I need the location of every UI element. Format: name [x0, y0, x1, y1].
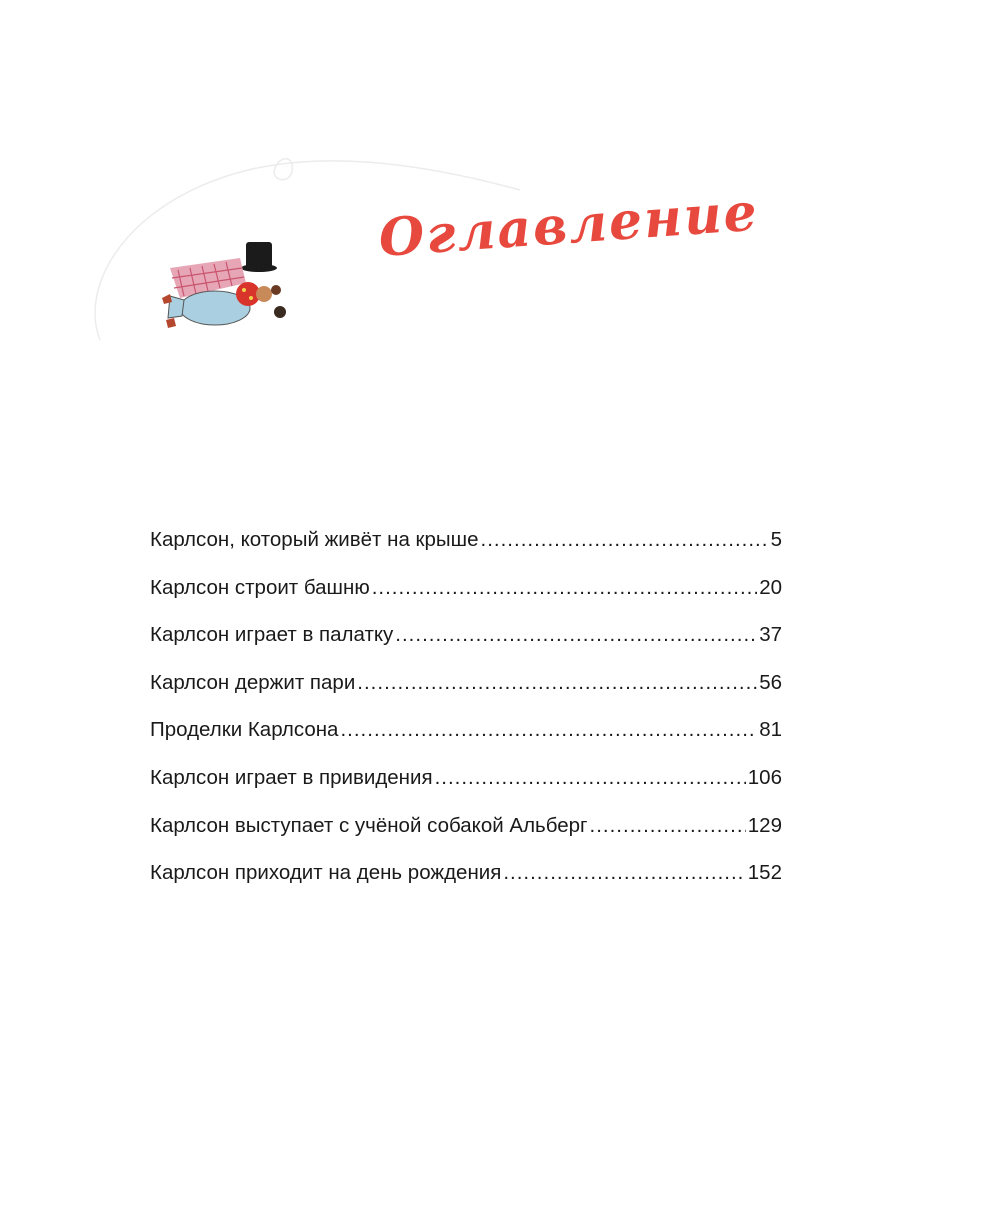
karlsson-flying-illustration — [160, 238, 290, 336]
toc-leader-dots — [590, 814, 746, 838]
table-of-contents — [150, 528, 782, 909]
toc-page-number: 129 — [747, 813, 782, 837]
toc-page-number: 152 — [747, 861, 782, 885]
toc-leader-dots — [340, 718, 757, 742]
toc-entry-title: Проделки Карлсона — [150, 718, 339, 742]
toc-row[interactable] — [150, 623, 782, 671]
toc-entry-title: Карлсон, который живёт на крыше — [150, 528, 479, 551]
toc-leader-dots — [435, 766, 746, 790]
toc-page-number: 37 — [759, 623, 782, 647]
toc-leader-dots — [372, 576, 757, 600]
toc-entry-title: Карлсон играет в палатку — [150, 623, 394, 647]
toc-entry-title: Карлсон держит пари — [150, 670, 356, 694]
toc-row[interactable] — [150, 766, 782, 814]
page-title: Оглавление — [376, 181, 761, 269]
toc-leader-dots — [503, 861, 745, 885]
toc-leader-dots — [481, 528, 769, 552]
toc-row[interactable] — [150, 576, 782, 624]
toc-row[interactable] — [150, 718, 782, 766]
toc-page-number: 20 — [759, 575, 782, 599]
toc-row[interactable] — [150, 861, 782, 909]
toc-row[interactable] — [150, 671, 782, 719]
toc-entry-title: Карлсон играет в привидения — [150, 765, 433, 789]
toc-leader-dots — [357, 671, 757, 695]
toc-entry-title: Карлсон строит башню — [150, 575, 370, 599]
toc-page-number: 56 — [759, 670, 782, 694]
toc-entry-title: Карлсон выступает с учёной собакой Альберг — [150, 813, 588, 837]
toc-leader-dots — [395, 623, 757, 647]
toc-page-number: 106 — [747, 765, 782, 789]
toc-page-number: 5 — [770, 528, 782, 551]
toc-page-number: 81 — [759, 718, 782, 742]
toc-row[interactable] — [150, 814, 782, 862]
toc-entry-title: Карлсон приходит на день рождения — [150, 861, 502, 885]
toc-row[interactable] — [150, 528, 782, 576]
